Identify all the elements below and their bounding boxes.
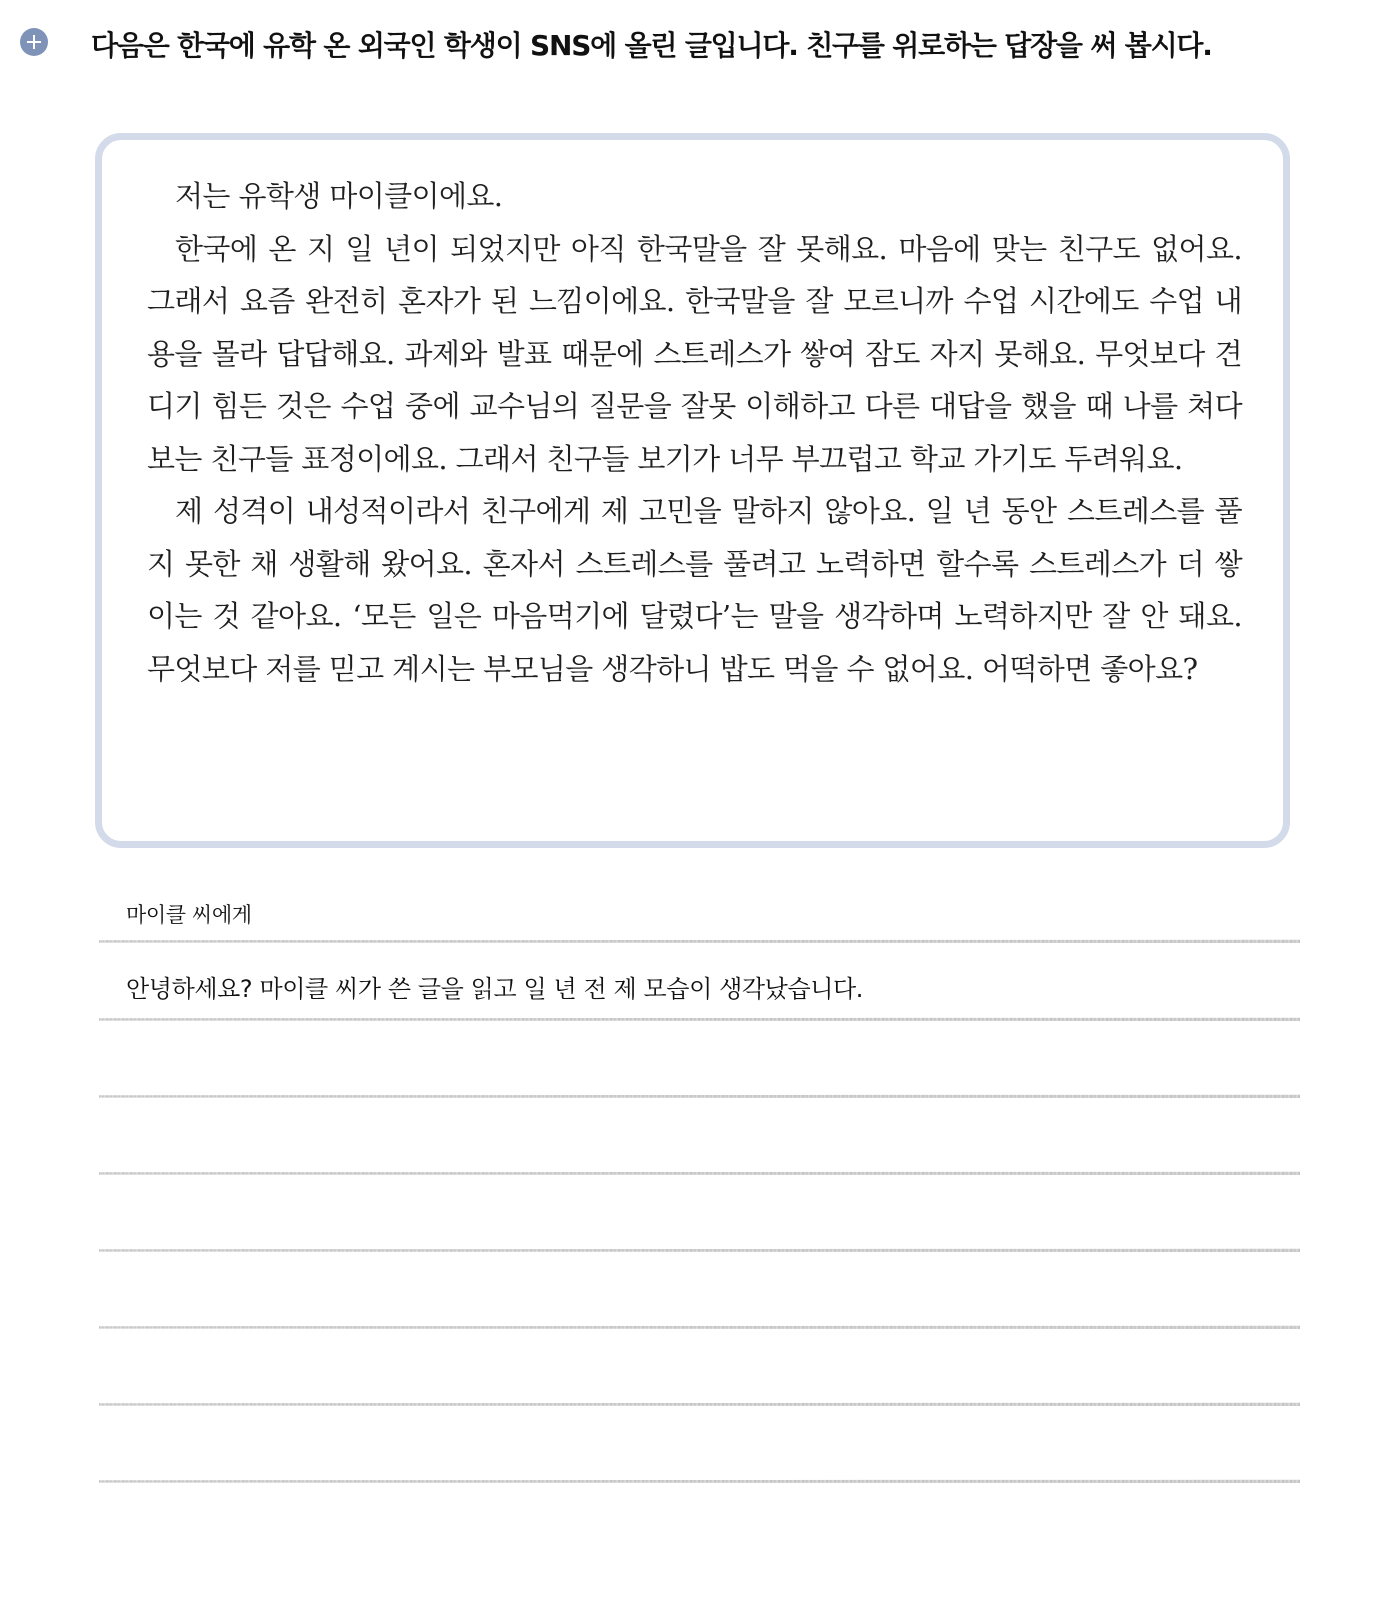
writing-line[interactable]: [99, 1015, 1300, 1023]
writing-line[interactable]: [99, 1323, 1300, 1331]
instruction-header: [18, 18, 1358, 66]
writing-line[interactable]: [99, 1477, 1300, 1485]
writing-line[interactable]: [99, 1400, 1300, 1408]
sns-post-body: [147, 170, 1242, 695]
reply-salutation: 마이클 씨에게: [126, 903, 252, 927]
writing-line: [99, 937, 1300, 945]
post-paragraph-3: 제 성격이 내성적이라서 친구에게 제 고민을 말하지 않아요. 일 년 동안 스트레스를 풀지 못한 채 생활해 왔어요. 혼자서 스트레스를 풀려고 노력하면 할수록 스트레스가 더 쌓이는 것 같아요. ‘모든 일은 마음먹기에 달렸다’는 말을 생각하며 노력하지만 잘 안 돼요. 무엇보다 저를 믿고 계시는 부모님을 생각하니 밥도 먹을 수 없어요. 어떡하면 좋아요?: [147, 494, 1242, 686]
post-paragraph-2: 한국에 온 지 일 년이 되었지만 아직 한국말을 잘 못해요. 마음에 맞는 친구도 없어요. 그래서 요즘 완전히 혼자가 된 느낌이에요. 한국말을 잘 모르니까 수업 시간에도 수업 내용을 몰라 답답해요. 과제와 발표 때문에 스트레스가 쌓여 잠도 자지 못해요. 무엇보다 견디기 힘든 것은 수업 중에 교수님의 질문을 잘못 이해하고 다른 대답을 했을 때 나를 쳐다보는 친구들 표정이에요. 그래서 친구들 보기가 너무 부끄럽고 학교 가기도 두려워요.: [147, 231, 1242, 476]
instruction-text: 다음은 한국에 유학 온 외국인 학생이 SNS에 올린 글입니다. 친구를 위로하는 답장을 써 봅시다.: [91, 29, 1212, 62]
plus-circle-icon: [20, 28, 48, 56]
post-paragraph-1: 저는 유학생 마이클이에요.: [175, 179, 503, 213]
reply-first-line: 안녕하세요? 마이클 씨가 쓴 글을 읽고 일 년 전 제 모습이 생각났습니다.: [126, 975, 864, 1003]
writing-line[interactable]: [99, 1246, 1300, 1254]
writing-line[interactable]: [99, 1092, 1300, 1100]
sns-post-box: [95, 133, 1290, 848]
writing-line[interactable]: [99, 1169, 1300, 1177]
